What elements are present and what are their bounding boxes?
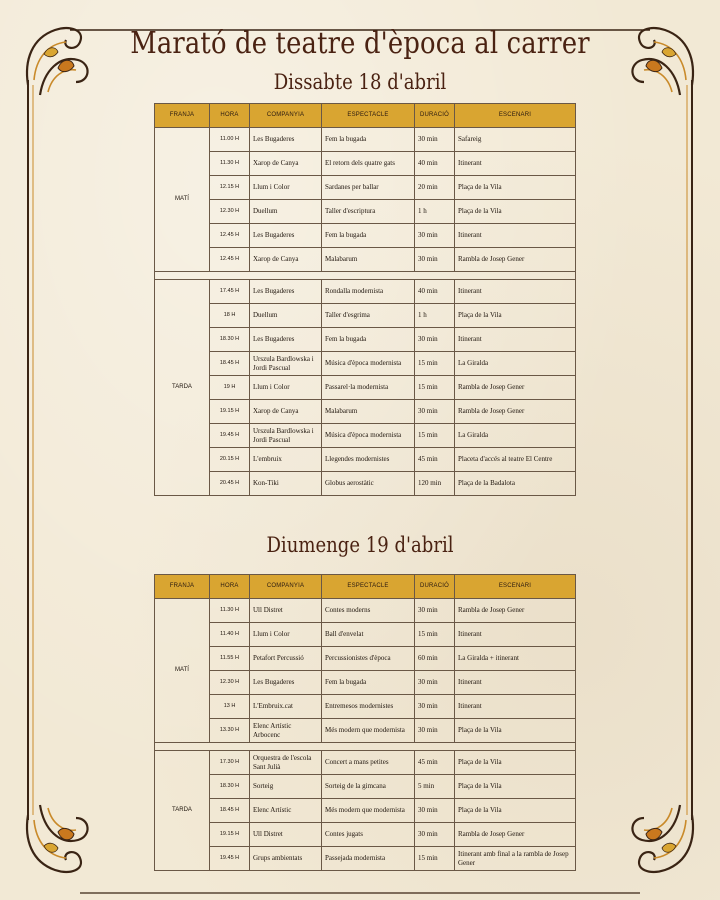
hora-cell: 19.15 H	[210, 823, 250, 847]
companyia-cell: Elenc Artístic	[250, 799, 322, 823]
hora-cell: 19.45 H	[210, 847, 250, 871]
companyia-cell: Elenc Artístic Arbocenc	[250, 719, 322, 743]
table-row	[155, 775, 576, 799]
franja-cell: TARDA	[155, 751, 210, 871]
header-col-escenari: ESCENARI	[455, 575, 576, 599]
hora-cell: 18.45 H	[210, 352, 250, 376]
table-row	[155, 599, 576, 623]
escenari-cell: Rambla de Josep Gener	[455, 599, 576, 623]
companyia-cell: Urszula Bardlowska i Jordi Pascual	[250, 352, 322, 376]
hora-cell: 18.30 H	[210, 775, 250, 799]
espectacle-cell: Entremesos modernistes	[322, 695, 415, 719]
escenari-cell: Safareig	[455, 128, 576, 152]
duracio-cell: 30 min	[415, 695, 455, 719]
duracio-cell: 15 min	[415, 376, 455, 400]
espectacle-cell: Globus aerostàtic	[322, 472, 415, 496]
espectacle-cell: Fem la bugada	[322, 128, 415, 152]
hora-cell: 19 H	[210, 376, 250, 400]
day-heading-sunday: Diumenge 19 d'abril	[266, 533, 454, 557]
escenari-cell: Plaça de la Badalota	[455, 472, 576, 496]
companyia-cell: Sorteig	[250, 775, 322, 799]
companyia-cell: Kon-Tiki	[250, 472, 322, 496]
header-col-hora: HORA	[210, 104, 250, 128]
companyia-cell: Duellum	[250, 304, 322, 328]
hora-cell: 18.45 H	[210, 799, 250, 823]
hora-cell: 20.15 H	[210, 448, 250, 472]
hora-cell: 11.00 H	[210, 128, 250, 152]
companyia-cell: Petafort Percussió	[250, 647, 322, 671]
espectacle-cell: Sorteig de la gimcana	[322, 775, 415, 799]
duracio-cell: 15 min	[415, 847, 455, 871]
header-col-duracio: DURACIÓ	[415, 104, 455, 128]
companyia-cell: Urszula Bardlowska i Jordi Pascual	[250, 424, 322, 448]
escenari-cell: Itinerant amb final a la rambla de Josep Gener	[455, 847, 576, 871]
table-row	[155, 623, 576, 647]
table-row	[155, 280, 576, 304]
espectacle-cell: Passejada modernista	[322, 847, 415, 871]
schedule-table-saturday	[154, 103, 576, 496]
franja-cell: MATÍ	[155, 128, 210, 272]
table-row	[155, 671, 576, 695]
escenari-cell: Plaça de la Vila	[455, 176, 576, 200]
table-row	[155, 128, 576, 152]
header-col-espectacle: ESPECTACLE	[322, 575, 415, 599]
header-col-espectacle: ESPECTACLE	[322, 104, 415, 128]
duracio-cell: 30 min	[415, 224, 455, 248]
table-row	[155, 823, 576, 847]
espectacle-cell: Música d'època modernista	[322, 424, 415, 448]
espectacle-cell: Fem la bugada	[322, 224, 415, 248]
companyia-cell: Duellum	[250, 200, 322, 224]
espectacle-cell: Contes moderns	[322, 599, 415, 623]
companyia-cell: Xarop de Canya	[250, 400, 322, 424]
duracio-cell: 30 min	[415, 671, 455, 695]
escenari-cell: Plaça de la Vila	[455, 719, 576, 743]
header-col-franja: FRANJA	[155, 575, 210, 599]
escenari-cell: Plaça de la Vila	[455, 751, 576, 775]
companyia-cell: Xarop de Canya	[250, 152, 322, 176]
companyia-cell: Llum i Color	[250, 623, 322, 647]
escenari-cell: Itinerant	[455, 623, 576, 647]
espectacle-cell: Fem la bugada	[322, 671, 415, 695]
hora-cell: 13 H	[210, 695, 250, 719]
table-row	[155, 424, 576, 448]
table-row	[155, 248, 576, 272]
escenari-cell: Itinerant	[455, 328, 576, 352]
duracio-cell: 1 h	[415, 200, 455, 224]
header-col-hora: HORA	[210, 575, 250, 599]
franja-cell: MATÍ	[155, 599, 210, 743]
companyia-cell: Ull Distret	[250, 823, 322, 847]
table-row	[155, 799, 576, 823]
hora-cell: 12.30 H	[210, 671, 250, 695]
escenari-cell: Itinerant	[455, 152, 576, 176]
espectacle-cell: Música d'època modernista	[322, 352, 415, 376]
companyia-cell: Llum i Color	[250, 376, 322, 400]
espectacle-cell: Fem la bugada	[322, 328, 415, 352]
espectacle-cell: Malabarum	[322, 248, 415, 272]
espectacle-cell: Contes jugats	[322, 823, 415, 847]
table-row	[155, 695, 576, 719]
day-heading-saturday: Dissabte 18 d'abril	[273, 70, 447, 94]
duracio-cell: 5 min	[415, 775, 455, 799]
table-row	[155, 152, 576, 176]
table-row	[155, 448, 576, 472]
duracio-cell: 120 min	[415, 472, 455, 496]
escenari-cell: La Giralda	[455, 352, 576, 376]
table-row	[155, 304, 576, 328]
duracio-cell: 15 min	[415, 424, 455, 448]
duracio-cell: 30 min	[415, 328, 455, 352]
escenari-cell: Plaça de la Vila	[455, 775, 576, 799]
espectacle-cell: Més modern que modernista	[322, 719, 415, 743]
escenari-cell: Plaça de la Vila	[455, 200, 576, 224]
duracio-cell: 1 h	[415, 304, 455, 328]
hora-cell: 12.15 H	[210, 176, 250, 200]
espectacle-cell: El retorn dels quatre gats	[322, 152, 415, 176]
hora-cell: 11.30 H	[210, 599, 250, 623]
companyia-cell: Grups ambientats	[250, 847, 322, 871]
hora-cell: 12.45 H	[210, 248, 250, 272]
duracio-cell: 45 min	[415, 448, 455, 472]
header-row	[155, 104, 576, 128]
espectacle-cell: Passarel·la modernista	[322, 376, 415, 400]
escenari-cell: Itinerant	[455, 695, 576, 719]
table-row	[155, 719, 576, 743]
escenari-cell: Rambla de Josep Gener	[455, 823, 576, 847]
escenari-cell: Rambla de Josep Gener	[455, 376, 576, 400]
duracio-cell: 15 min	[415, 623, 455, 647]
escenari-cell: Itinerant	[455, 671, 576, 695]
duracio-cell: 30 min	[415, 823, 455, 847]
table-row	[155, 647, 576, 671]
franja-cell: TARDA	[155, 280, 210, 496]
schedule-table-sunday	[154, 574, 576, 871]
hora-cell: 19.45 H	[210, 424, 250, 448]
table-row	[155, 751, 576, 775]
header-col-duracio: DURACIÓ	[415, 575, 455, 599]
escenari-cell: Rambla de Josep Gener	[455, 400, 576, 424]
companyia-cell: Xarop de Canya	[250, 248, 322, 272]
header-row	[155, 575, 576, 599]
header-col-companyia: COMPANYIA	[250, 104, 322, 128]
duracio-cell: 20 min	[415, 176, 455, 200]
companyia-cell: L'embruix	[250, 448, 322, 472]
espectacle-cell: Taller d'esgrima	[322, 304, 415, 328]
duracio-cell: 40 min	[415, 152, 455, 176]
duracio-cell: 30 min	[415, 799, 455, 823]
hora-cell: 19.15 H	[210, 400, 250, 424]
table-row	[155, 472, 576, 496]
hora-cell: 18 H	[210, 304, 250, 328]
header-col-companyia: COMPANYIA	[250, 575, 322, 599]
espectacle-cell: Malabarum	[322, 400, 415, 424]
hora-cell: 12.30 H	[210, 200, 250, 224]
espectacle-cell: Rondalla modernista	[322, 280, 415, 304]
page-title: Marató de teatre d'època al carrer	[130, 26, 590, 61]
duracio-cell: 30 min	[415, 719, 455, 743]
duracio-cell: 45 min	[415, 751, 455, 775]
hora-cell: 12.45 H	[210, 224, 250, 248]
table-row	[155, 352, 576, 376]
header-col-escenari: ESCENARI	[455, 104, 576, 128]
duracio-cell: 30 min	[415, 128, 455, 152]
companyia-cell: Orquestra de l'escola Sant Julià	[250, 751, 322, 775]
hora-cell: 13.30 H	[210, 719, 250, 743]
duracio-cell: 60 min	[415, 647, 455, 671]
espectacle-cell: Taller d'escriptura	[322, 200, 415, 224]
espectacle-cell: Ball d'envelat	[322, 623, 415, 647]
duracio-cell: 40 min	[415, 280, 455, 304]
escenari-cell: La Giralda	[455, 424, 576, 448]
espectacle-cell: Concert a mans petites	[322, 751, 415, 775]
block-separator	[155, 272, 576, 280]
companyia-cell: Ull Distret	[250, 599, 322, 623]
table-row	[155, 224, 576, 248]
companyia-cell: Les Bugaderes	[250, 328, 322, 352]
escenari-cell: Placeta d'accés al teatre El Centre	[455, 448, 576, 472]
companyia-cell: Les Bugaderes	[250, 280, 322, 304]
companyia-cell: Les Bugaderes	[250, 671, 322, 695]
hora-cell: 11.30 H	[210, 152, 250, 176]
block-separator	[155, 743, 576, 751]
escenari-cell: Itinerant	[455, 224, 576, 248]
companyia-cell: Llum i Color	[250, 176, 322, 200]
hora-cell: 20.45 H	[210, 472, 250, 496]
duracio-cell: 30 min	[415, 599, 455, 623]
companyia-cell: L'Embruix.cat	[250, 695, 322, 719]
espectacle-cell: Percussionistes d'època	[322, 647, 415, 671]
espectacle-cell: Sardanes per ballar	[322, 176, 415, 200]
table-row	[155, 847, 576, 871]
escenari-cell: Plaça de la Vila	[455, 799, 576, 823]
escenari-cell: La Giralda + itinerant	[455, 647, 576, 671]
table-row	[155, 400, 576, 424]
escenari-cell: Itinerant	[455, 280, 576, 304]
header-col-franja: FRANJA	[155, 104, 210, 128]
duracio-cell: 15 min	[415, 352, 455, 376]
table-row	[155, 376, 576, 400]
table-row	[155, 200, 576, 224]
companyia-cell: Les Bugaderes	[250, 128, 322, 152]
espectacle-cell: Més modern que modernista	[322, 799, 415, 823]
hora-cell: 17.45 H	[210, 280, 250, 304]
table-row	[155, 176, 576, 200]
companyia-cell: Les Bugaderes	[250, 224, 322, 248]
espectacle-cell: Llegendes modernistes	[322, 448, 415, 472]
hora-cell: 17.30 H	[210, 751, 250, 775]
hora-cell: 11.55 H	[210, 647, 250, 671]
duracio-cell: 30 min	[415, 400, 455, 424]
escenari-cell: Plaça de la Vila	[455, 304, 576, 328]
hora-cell: 11.40 H	[210, 623, 250, 647]
hora-cell: 18.30 H	[210, 328, 250, 352]
duracio-cell: 30 min	[415, 248, 455, 272]
table-row	[155, 328, 576, 352]
escenari-cell: Rambla de Josep Gener	[455, 248, 576, 272]
